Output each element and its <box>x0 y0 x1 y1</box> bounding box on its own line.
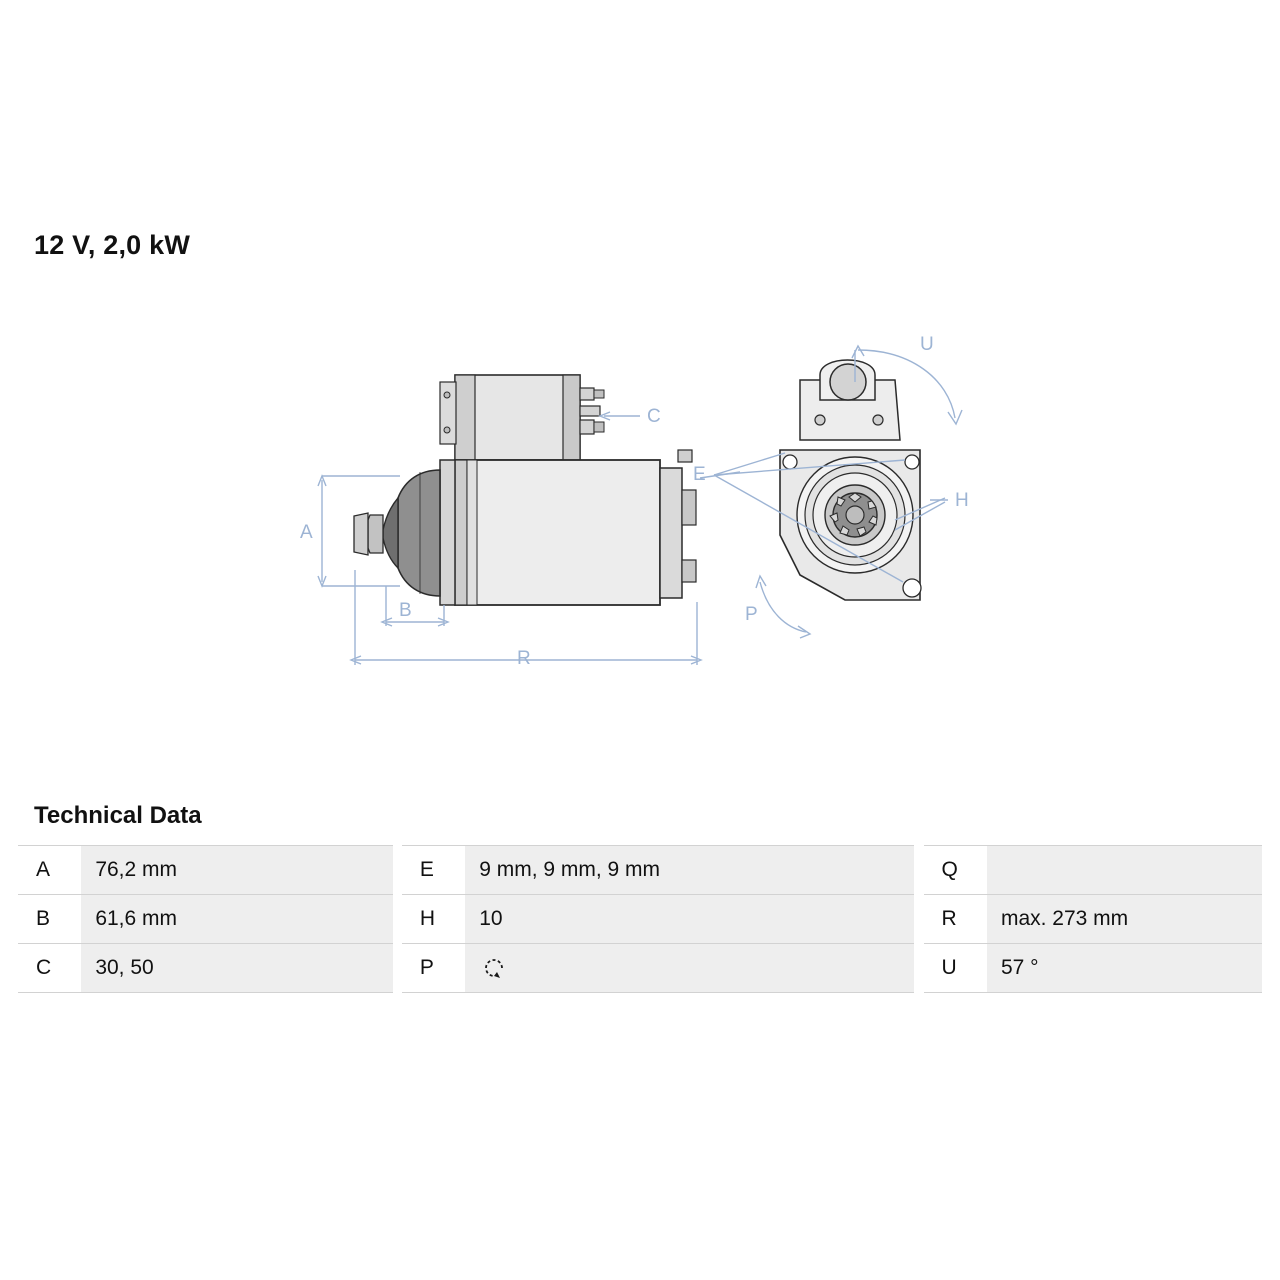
row-key-e: E <box>402 846 465 895</box>
cell-gap <box>914 846 923 895</box>
callout-r: R <box>517 648 531 669</box>
row-value-e: 9 mm, 9 mm, 9 mm <box>465 846 914 895</box>
row-key-q: Q <box>924 846 987 895</box>
cell-gap <box>393 895 402 944</box>
technical-data-table <box>18 845 1262 993</box>
cell-gap <box>914 895 923 944</box>
callout-u: U <box>920 334 934 355</box>
rotation-direction-icon <box>479 953 509 983</box>
row-value-h: 10 <box>465 895 914 944</box>
callout-p: P <box>745 604 758 625</box>
cell-gap <box>393 846 402 895</box>
row-key-b: B <box>18 895 81 944</box>
side-view-drawing <box>354 375 696 605</box>
row-value-c: 30, 50 <box>81 944 392 993</box>
callout-a: A <box>300 522 313 543</box>
row-value-a: 76,2 mm <box>81 846 392 895</box>
callout-b: B <box>399 600 412 621</box>
row-key-u: U <box>924 944 987 993</box>
row-value-p <box>465 944 914 993</box>
table-row <box>18 895 1262 944</box>
table-row <box>18 944 1262 993</box>
row-key-c: C <box>18 944 81 993</box>
front-view-drawing <box>780 360 921 600</box>
callout-h: H <box>955 490 969 511</box>
row-key-a: A <box>18 846 81 895</box>
callout-c: C <box>647 406 661 427</box>
callout-e: E <box>693 464 706 485</box>
cell-gap <box>914 944 923 993</box>
row-value-r: max. 273 mm <box>987 895 1262 944</box>
table-row <box>18 846 1262 895</box>
row-value-b: 61,6 mm <box>81 895 392 944</box>
row-value-u: 57 ° <box>987 944 1262 993</box>
technical-data-heading: Technical Data <box>34 802 202 829</box>
row-value-q <box>987 846 1262 895</box>
cell-gap <box>393 944 402 993</box>
row-key-p: P <box>402 944 465 993</box>
page-title: 12 V, 2,0 kW <box>34 230 191 260</box>
starter-motor-technical-drawing <box>0 320 1280 720</box>
row-key-r: R <box>924 895 987 944</box>
row-key-h: H <box>402 895 465 944</box>
